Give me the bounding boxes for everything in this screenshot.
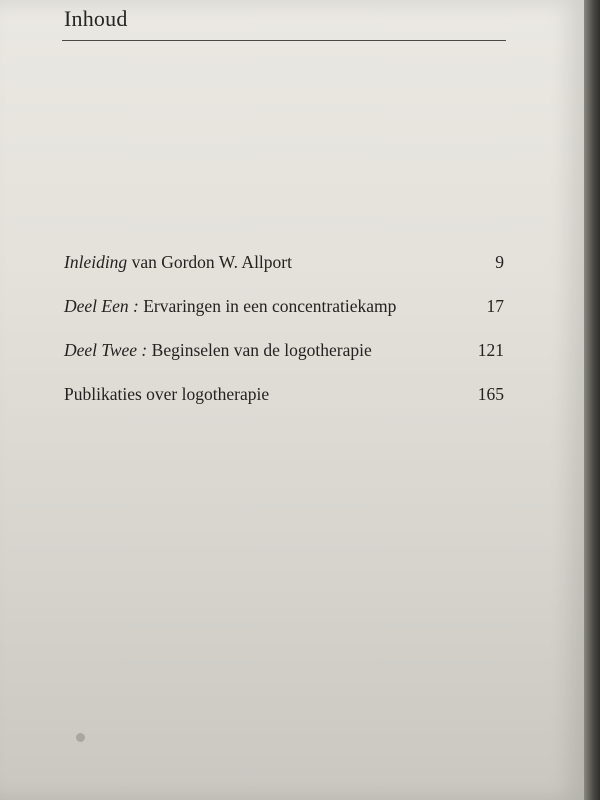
toc-entry-part-two — [64, 340, 504, 384]
toc-entry-part-one — [64, 296, 504, 340]
toc-entry-label — [64, 384, 269, 405]
paper-smudge — [76, 733, 85, 742]
toc-page-number: 9 — [495, 252, 504, 272]
page-title: Inhoud — [64, 6, 128, 31]
toc-entry-title: van Gordon W. Allport — [127, 252, 292, 272]
toc-entry-title: Publikaties over logotherapie — [64, 384, 270, 404]
toc-entry-prefix: Deel Een : — [64, 296, 139, 316]
toc-entry-prefix: Inleiding — [64, 252, 128, 272]
toc-entry-introduction — [64, 252, 504, 296]
toc-page-number: 165 — [477, 384, 504, 404]
header-divider — [62, 40, 506, 41]
table-of-contents — [64, 252, 504, 428]
toc-entry-label — [64, 252, 292, 273]
book-page-edge — [584, 0, 600, 800]
toc-entry-label — [64, 296, 396, 317]
toc-page-number: 17 — [486, 296, 504, 316]
toc-entry-title: Ervaringen in een concentratiekamp — [138, 296, 397, 316]
toc-page-number: 121 — [477, 340, 504, 360]
toc-entry-prefix: Deel Twee : — [64, 340, 148, 360]
toc-entry-title: Beginselen van de logotherapie — [147, 340, 372, 360]
toc-entry-publications — [64, 384, 504, 428]
toc-entry-label — [64, 340, 372, 361]
